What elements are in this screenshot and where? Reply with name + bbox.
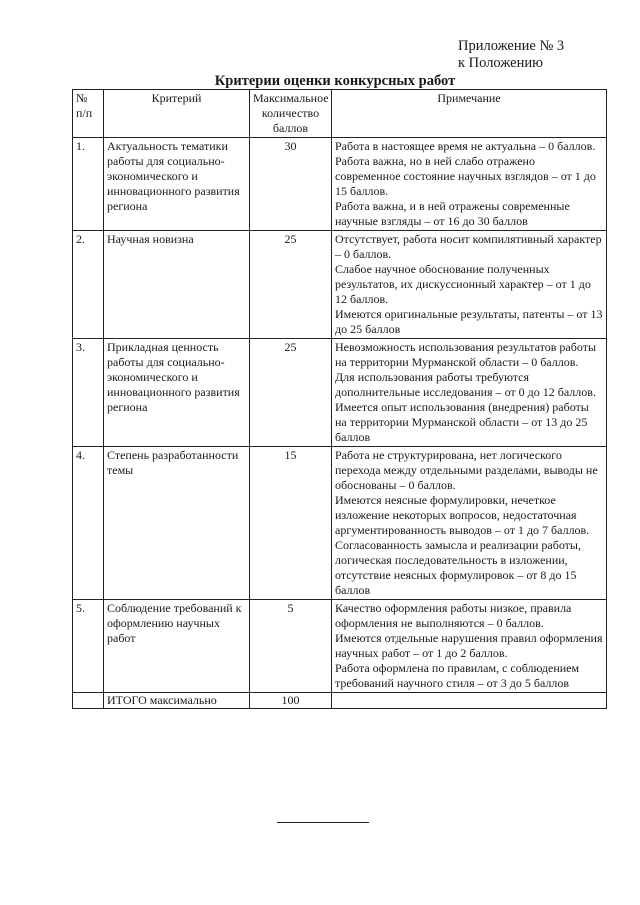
row-number: 1. xyxy=(73,138,104,231)
note-line: Работа важна, но в ней слабо отражено современное состояние научных взглядов – от 1 до 15 баллов. xyxy=(335,154,596,198)
note-line: Работа в настоящее время не актуальна – 0 баллов. xyxy=(335,139,596,153)
note-line: Слабое научное обоснование полученных результатов, их дискуссионный характер – от 1 до 12 баллов. xyxy=(335,262,591,306)
table-row xyxy=(73,339,607,447)
total-label: ИТОГО максимально xyxy=(104,693,250,709)
column-header-number-line1: № xyxy=(76,91,88,105)
row-criterion: Актуальность тематики работы для социально-экономического и инновационного развития региона xyxy=(104,138,250,231)
total-number-cell xyxy=(73,693,104,709)
appendix-reference xyxy=(458,38,564,72)
row-note xyxy=(332,231,607,339)
row-max-score: 5 xyxy=(250,600,332,693)
row-max-score: 30 xyxy=(250,138,332,231)
document-title: Критерии оценки конкурсных работ xyxy=(214,73,456,89)
appendix-regulation: к Положению xyxy=(458,55,543,71)
note-line: Для использования работы требуются дополнительные исследования – от 0 до 12 баллов. xyxy=(335,370,596,399)
row-max-score: 15 xyxy=(250,447,332,600)
row-max-score: 25 xyxy=(250,339,332,447)
total-note-cell xyxy=(332,693,607,709)
criteria-table xyxy=(72,89,607,709)
note-line: Имеется опыт использования (внедрения) работы на территории Мурманской области – от 13 до 25 баллов xyxy=(335,400,589,444)
note-line: Работа оформлена по правилам, с соблюдением требований научного стиля – от 3 до 5 баллов xyxy=(335,661,580,690)
note-line: Невозможность использования результатов работы на территории Мурманской области – 0 баллов. xyxy=(335,340,597,369)
note-line: Качество оформления работы низкое, правила оформления не выполняются – 0 баллов. xyxy=(335,601,572,630)
row-note xyxy=(332,138,607,231)
bottom-divider xyxy=(277,822,369,823)
note-line: Согласованность замысла и реализации работы, логическая последовательность в изложении, отсутствие неясных формулировок – от 8 до 15 баллов xyxy=(335,538,581,597)
row-criterion: Научная новизна xyxy=(104,231,250,339)
table-row xyxy=(73,447,607,600)
row-note xyxy=(332,339,607,447)
row-criterion: Прикладная ценность работы для социально-экономического и инновационного развития региона xyxy=(104,339,250,447)
column-header-number-line2: п/п xyxy=(76,106,93,120)
note-line: Имеются неясные формулировки, нечеткое изложение некоторых вопросов, недостаточная аргументированность выводов – от 1 до 7 баллов. xyxy=(335,493,590,537)
note-line: Работа не структурирована, нет логического перехода между отдельными разделами, выводы не обоснованы – 0 баллов. xyxy=(335,448,598,492)
total-value: 100 xyxy=(250,693,332,709)
table-row xyxy=(73,138,607,231)
table-total-row xyxy=(73,693,607,709)
column-header-max-score xyxy=(250,90,332,138)
row-max-score: 25 xyxy=(250,231,332,339)
column-header-max-line1: Максимальное xyxy=(253,91,329,105)
column-header-max-line3: баллов xyxy=(272,121,309,135)
row-note xyxy=(332,447,607,600)
note-line: Работа важна, и в ней отражены современные научные взгляды – от 16 до 30 баллов xyxy=(335,199,570,228)
table-header-row xyxy=(73,90,607,138)
row-criterion: Степень разработанности темы xyxy=(104,447,250,600)
row-note xyxy=(332,600,607,693)
note-line: Имеются оригинальные результаты, патенты – от 13 до 25 баллов xyxy=(335,307,603,336)
column-header-note: Примечание xyxy=(332,90,607,138)
row-criterion: Соблюдение требований к оформлению научных работ xyxy=(104,600,250,693)
table-row xyxy=(73,600,607,693)
note-line: Имеются отдельные нарушения правил оформления научных работ – от 1 до 2 баллов. xyxy=(335,631,603,660)
note-line: Отсутствует, работа носит компилятивный характер – 0 баллов. xyxy=(335,232,602,261)
row-number: 5. xyxy=(73,600,104,693)
column-header-number xyxy=(73,90,104,138)
column-header-criterion: Критерий xyxy=(104,90,250,138)
row-number: 2. xyxy=(73,231,104,339)
appendix-number: Приложение № 3 xyxy=(458,38,565,54)
table-row xyxy=(73,231,607,339)
column-header-max-line2: количество xyxy=(261,106,320,120)
row-number: 3. xyxy=(73,339,104,447)
row-number: 4. xyxy=(73,447,104,600)
